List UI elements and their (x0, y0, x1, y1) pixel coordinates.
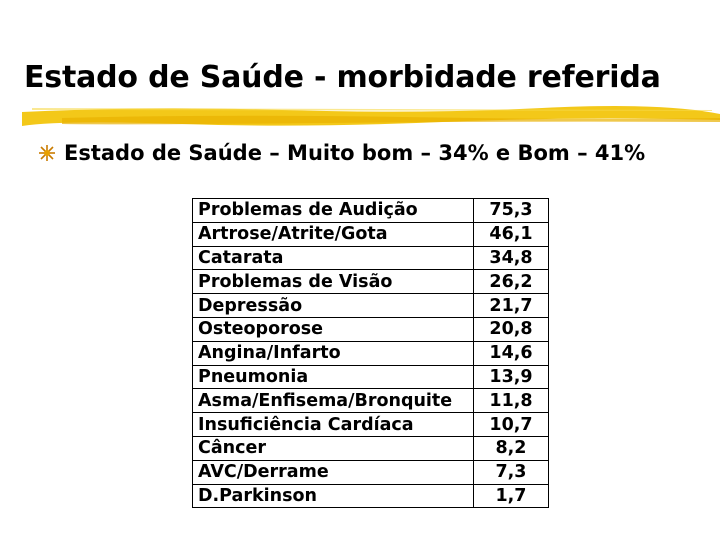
table-row (193, 222, 549, 246)
table-row (193, 389, 549, 413)
condition-label: Asma/Enfisema/Bronquite (193, 389, 474, 413)
condition-label: Osteoporose (193, 317, 474, 341)
table-row (193, 484, 549, 508)
condition-value: 7,3 (474, 460, 549, 484)
condition-label: Câncer (193, 436, 474, 460)
table-row (193, 270, 549, 294)
condition-label: D.Parkinson (193, 484, 474, 508)
condition-label: Pneumonia (193, 365, 474, 389)
table-row (193, 436, 549, 460)
condition-label: Problemas de Visão (193, 270, 474, 294)
condition-value: 14,6 (474, 341, 549, 365)
table-row (193, 199, 549, 223)
condition-label: Catarata (193, 246, 474, 270)
condition-value: 75,3 (474, 199, 549, 223)
morbidity-table-container (192, 198, 549, 508)
condition-value: 26,2 (474, 270, 549, 294)
bullet-text: Estado de Saúde – Muito bom – 34% e Bom – 41% (64, 141, 646, 165)
condition-value: 21,7 (474, 294, 549, 318)
condition-label: Depressão (193, 294, 474, 318)
condition-value: 13,9 (474, 365, 549, 389)
condition-label: Angina/Infarto (193, 341, 474, 365)
starburst-bullet-icon (38, 144, 56, 162)
condition-value: 34,8 (474, 246, 549, 270)
table-row (193, 317, 549, 341)
condition-value: 8,2 (474, 436, 549, 460)
condition-label: Artrose/Atrite/Gota (193, 222, 474, 246)
condition-label: Insuficiência Cardíaca (193, 413, 474, 437)
condition-value: 46,1 (474, 222, 549, 246)
condition-value: 1,7 (474, 484, 549, 508)
table-row (193, 294, 549, 318)
table-row (193, 460, 549, 484)
condition-label: Problemas de Audição (193, 199, 474, 223)
slide-title: Estado de Saúde - morbidade referida (24, 60, 661, 95)
condition-label: AVC/Derrame (193, 460, 474, 484)
table-row (193, 341, 549, 365)
condition-value: 11,8 (474, 389, 549, 413)
table-row (193, 365, 549, 389)
condition-value: 20,8 (474, 317, 549, 341)
title-underline-brushstroke (22, 104, 720, 134)
bullet-item (38, 141, 645, 165)
table-row (193, 246, 549, 270)
morbidity-table (192, 198, 549, 508)
condition-value: 10,7 (474, 413, 549, 437)
table-row (193, 413, 549, 437)
